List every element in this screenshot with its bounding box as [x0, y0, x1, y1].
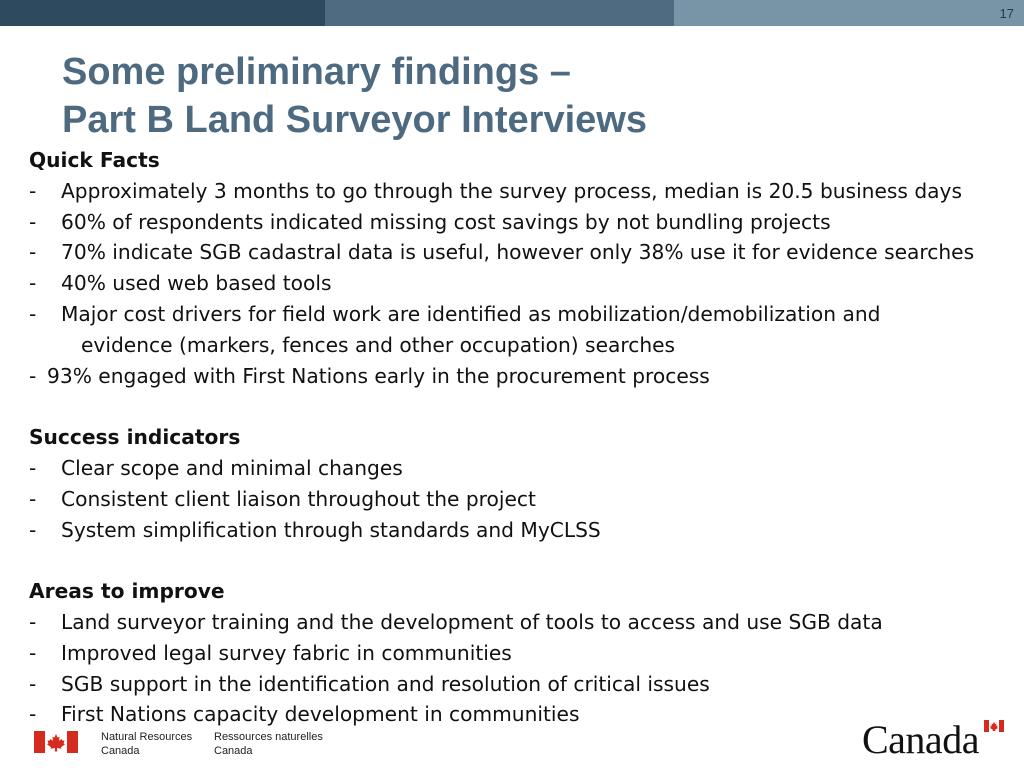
department-line: Natural Resources — [101, 731, 193, 743]
section-heading-success-indicators: Success indicators — [29, 425, 241, 450]
section-heading-areas-to-improve: Areas to improve — [29, 579, 225, 604]
list-item — [29, 669, 1019, 700]
department-name-french — [214, 730, 323, 758]
section-spacer — [29, 391, 1019, 422]
list-item-continuation — [29, 330, 1019, 361]
bullet-marker: - — [29, 609, 37, 634]
list-item-text: 70% indicate SGB cadastral data is useful, however only 38% use it for evidence searches — [61, 240, 975, 265]
bullet-marker: - — [29, 486, 37, 511]
list-item-text: 93% engaged with First Nations early in the procurement process — [47, 363, 710, 388]
list-item-text: Consistent client liaison throughout the project — [61, 486, 536, 511]
bullet-marker: - — [29, 240, 37, 265]
list-item — [29, 484, 1019, 515]
bullet-marker: - — [29, 209, 37, 234]
section-heading-quick-facts: Quick Facts — [29, 148, 160, 172]
bullet-marker: - — [29, 455, 37, 480]
list-item-text: Improved legal survey fabric in communities — [61, 640, 512, 665]
list-item-text: Major cost drivers for field work are identified as mobilization/demobilization and — [61, 301, 881, 326]
footer — [0, 718, 1024, 768]
wordmark-flag-icon — [984, 720, 1004, 732]
bullet-marker: - — [29, 702, 37, 727]
list-item-text: 60% of respondents indicated missing cost savings by not bundling projects — [61, 209, 831, 234]
list-item — [29, 638, 1019, 669]
header-bar — [0, 0, 1024, 26]
canada-wordmark: Canada — [862, 717, 979, 762]
bullet-marker: - — [29, 178, 37, 203]
bullet-marker: - — [29, 301, 37, 326]
bullet-marker: - — [29, 640, 37, 665]
list-item-text: Clear scope and minimal changes — [61, 455, 403, 480]
list-item-text: SGB support in the identification and resolution of critical issues — [61, 671, 710, 696]
bullet-marker: - — [29, 517, 37, 542]
list-item-text: Land surveyor training and the development of tools to access and use SGB data — [61, 609, 883, 634]
bullet-marker: - — [29, 671, 37, 696]
section-spacer — [29, 545, 1019, 576]
bullet-marker: - — [29, 271, 37, 296]
list-item — [29, 207, 1019, 238]
list-item — [29, 299, 1019, 330]
header-segment — [674, 0, 1024, 26]
list-item — [29, 176, 1019, 207]
list-item-text: First Nations capacity development in communities — [61, 702, 580, 727]
list-item — [29, 237, 1019, 268]
slide-title-line: Some preliminary findings – — [62, 51, 571, 93]
list-item — [29, 453, 1019, 484]
list-item-text: 40% used web based tools — [61, 271, 332, 296]
slide-body — [29, 145, 1019, 730]
slide-title — [62, 48, 647, 144]
list-item-text: evidence (markers, fences and other occupation) searches — [81, 332, 676, 357]
slide-number: 17 — [999, 6, 1014, 21]
list-item-text: System simplification through standards and MyCLSS — [61, 517, 601, 542]
department-line: Canada — [101, 745, 140, 757]
header-segment — [0, 0, 325, 26]
bullet-marker: - — [29, 363, 37, 388]
slide-title-line: Part B Land Surveyor Interviews — [62, 99, 647, 141]
header-segment — [325, 0, 674, 26]
list-item-text: Approximately 3 months to go through the survey process, median is 20.5 business days — [61, 178, 962, 203]
list-item — [29, 515, 1019, 546]
list-item — [29, 607, 1019, 638]
department-name-english — [101, 730, 192, 758]
department-line: Canada — [214, 745, 253, 757]
department-line: Ressources naturelles — [214, 731, 323, 743]
list-item — [29, 361, 1019, 392]
canada-flag-icon — [34, 731, 78, 753]
list-item — [29, 268, 1019, 299]
